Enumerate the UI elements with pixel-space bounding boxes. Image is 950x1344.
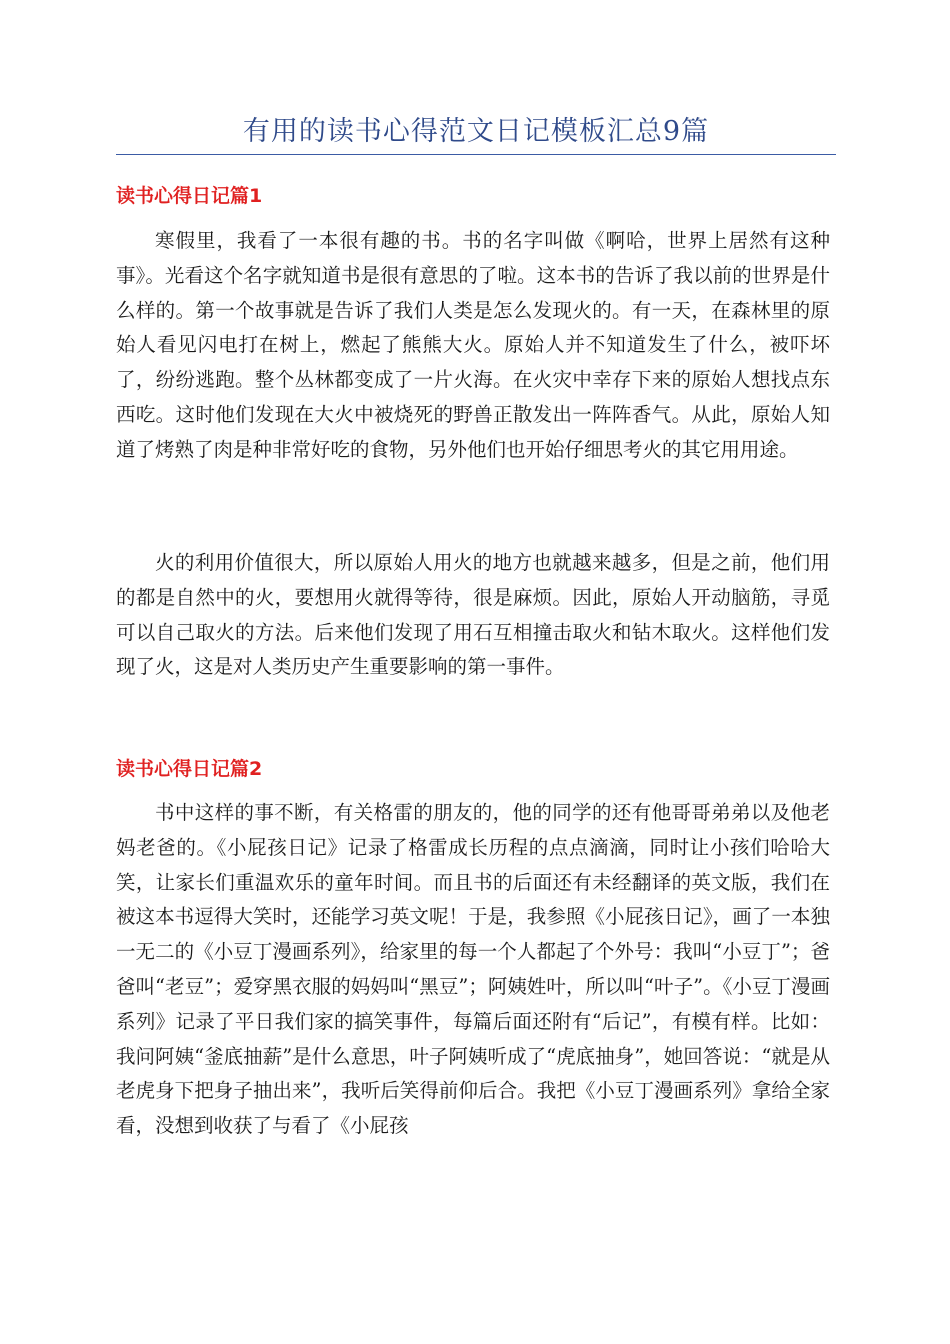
paragraph: 书中这样的事不断，有关格雷的朋友的，他的同学的还有他哥哥弟弟以及他老妈老爸的。《小屁孩日记》记录了格雷成长历程的点点滴滴，同时让小孩们哈哈大笑，让家长们重温欢乐的童年时间。而且书的后面还有未经翻译的英文版，我们在被这本书逗得大笑时，还能学习英文呢！于是，我参照《小屁孩日记》，画了一本独一无二的《小豆丁漫画系列》，给家里的每一个人都起了个外号：我叫“小豆丁”；爸爸叫“老豆”；爱穿黑衣服的妈妈叫“黑豆”；阿姨姓叶，所以叫“叶子”。《小豆丁漫画系列》记录了平日我们家的搞笑事件，每篇后面还附有“后记”，有模有样。比如：我问阿姨“釜底抽薪”是什么意思，叶子阿姨听成了“虎底抽身”，她回答说：“就是从老虎身下把身子抽出来”，我听后笑得前仰后合。我把《小豆丁漫画系列》拿给全家看，没想到收获了与看了《小屁孩 — [116, 801, 830, 1138]
section-heading-1: 读书心得日记篇1 — [116, 185, 263, 207]
title-underline — [116, 154, 836, 155]
document-title: 有用的读书心得范文日记模板汇总9篇 — [242, 116, 710, 147]
paragraph: 寒假里，我看了一本很有趣的书。书的名字叫做《啊哈，世界上居然有这种事》。光看这个名字就知道书是很有意思的了啦。这本书的告诉了我以前的世界是什么样的。第一个故事就是告诉了我们人类是怎么发现火的。有一天，在森林里的原始人看见闪电打在树上，燃起了熊熊大火。原始人并不知道发生了什么，被吓坏了，纷纷逃跑。整个丛林都变成了一片火海。在火灾中幸存下来的原始人想找点东西吃。这时他们发现在大火中被烧死的野兽正散发出一阵阵香气。从此，原始人知道了烤熟了肉是种非常好吃的食物，另外他们也开始仔细思考火的其它用用途。 — [116, 229, 830, 461]
paragraph: 火的利用价值很大，所以原始人用火的地方也就越来越多，但是之前，他们用的都是自然中的火，要想用火就得等待，很是麻烦。因此，原始人开动脑筋，寻觅可以自己取火的方法。后来他们发现了用石互相撞击取火和钻木取火。这样他们发现了火，这是对人类历史产生重要影响的第一事件。 — [116, 551, 830, 679]
section-heading-2: 读书心得日记篇2 — [116, 758, 263, 780]
